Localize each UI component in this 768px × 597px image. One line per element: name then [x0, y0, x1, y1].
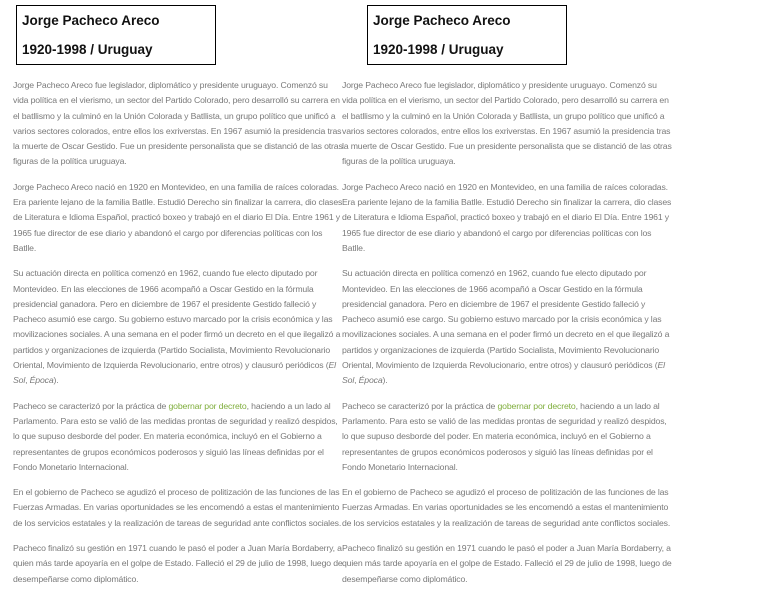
paragraph-1: Jorge Pacheco Areco fue legislador, diplomático y presidente uruguayo. Comenzó su vida política en el vierismo, un sector del Partido Colorado, pero desarrolló su carrera en el batllismo y la culminó en la Unión Colorada y Batllista, un grupo político que unificó a varios sectores colorados, entre ellos los exriverstas. En 1967 asumió la presidencia tras la muerte de Oscar Gestido. Fue un presidente personalista que se distanció de las otras figuras de la política uruguaya. [342, 80, 672, 167]
newspaper-epoca: Época [358, 375, 383, 386]
article-body [13, 78, 343, 597]
paragraph-3 [13, 266, 343, 388]
title-years: 1920-1998 / Uruguay [22, 42, 153, 57]
paragraph-3-sep: , [354, 375, 359, 386]
paragraph-3-end: ). [382, 375, 388, 386]
paragraph-6: Pacheco finalizó su gestión en 1971 cuando le pasó el poder a Juan María Bordaberry, a quien más tarde apoyaría en el golpe de Estado. Falleció el 29 de julio de 1998, luego de desempeñarse como diplomático. [13, 543, 343, 584]
paragraph-3-text: Su actuación directa en política comenzó en 1962, cuando fue electo diputado por Montevideo. En las elecciones de 1966 acompañó a Oscar Gestido en la fórmula presidencial ganadora. Pero en diciembre de 1967 el presidente Gestido falleció y Pacheco asumió ese cargo. Su gobierno estuvo marcado por la crisis económica y las movilizaciones sociales. A una semana en el poder firmó un decreto en el que ilegalizó a partidos y organizaciones de izquierda (Partido Socialista, Movimiento Revolucionario Oriental, Movimiento de Izquierda Revolucionario, entre otros) y clausuró periódicos ( [342, 268, 670, 371]
paragraph-5: En el gobierno de Pacheco se agudizó el proceso de politización de las funciones de las Fuerzas Armadas. En varias oportunidades se les encomendó a estas el mantenimiento de los servicios estatales y la realización de tareas de seguridad ante conflictos sociales. [342, 487, 671, 528]
paragraph-4 [13, 399, 343, 475]
paragraph-4-rest: , haciendo a un lado al Parlamento. Para esto se valió de las medidas prontas de seguridad y realizó despidos, lo que supuso desborde del poder. En materia económica, incluyó en el Gobierno a representantes de grupos económicos poderosos y siguió las líneas definidas por el Fondo Monetario Internacional. [13, 400, 338, 472]
paragraph-4-start: Pacheco se caracterizó por la práctica de [13, 400, 169, 411]
paragraph-2: Jorge Pacheco Areco nació en 1920 en Montevideo, en una familia de raíces coloradas. Era pariente lejano de la familia Batlle. Estudió Derecho sin finalizar la carrera, dio clases de Literatura e Idioma Español, practicó boxeo y trabajó en el diario El Día. Entre 1961 y 1965 fue director de ese diario y abandonó el cargo por diferencias políticas con los Batlle. [342, 181, 672, 253]
paragraph-3 [342, 266, 672, 388]
article-body [342, 78, 672, 597]
newspaper-epoca: Época [29, 375, 54, 386]
title-box [367, 5, 567, 65]
newspaper-el-sol: El Sol [342, 360, 665, 386]
paragraph-1: Jorge Pacheco Areco fue legislador, diplomático y presidente uruguayo. Comenzó su vida política en el vierismo, un sector del Partido Colorado, pero desarrolló su carrera en el batllismo y la culminó en la Unión Colorada y Batllista, un grupo político que unificó a varios sectores colorados, entre ellos los exriverstas. En 1967 asumió la presidencia tras la muerte de Oscar Gestido. Fue un presidente personalista que se distanció de las otras figuras de la política uruguaya. [13, 80, 343, 167]
paragraph-4-rest: , haciendo a un lado al Parlamento. Para esto se valió de las medidas prontas de seguridad y realizó despidos, lo que supuso desborde del poder. En materia económica, incluyó en el Gobierno a representantes de grupos económicos poderosos y siguió las líneas definidas por el Fondo Monetario Internacional. [342, 400, 667, 472]
link-gobernar-por-decreto[interactable]: gobernar por decreto [168, 400, 247, 411]
paragraph-3-end: ). [53, 375, 59, 386]
paragraph-2: Jorge Pacheco Areco nació en 1920 en Montevideo, en una familia de raíces coloradas. Era pariente lejano de la familia Batlle. Estudió Derecho sin finalizar la carrera, dio clases de Literatura e Idioma Español, practicó boxeo y trabajó en el diario El Día. Entre 1961 y 1965 fue director de ese diario y abandonó el cargo por diferencias políticas con los Batlle. [13, 181, 343, 253]
title-name: Jorge Pacheco Areco [22, 13, 160, 28]
paragraph-3-text: Su actuación directa en política comenzó en 1962, cuando fue electo diputado por Montevideo. En las elecciones de 1966 acompañó a Oscar Gestido en la fórmula presidencial ganadora. Pero en diciembre de 1967 el presidente Gestido falleció y Pacheco asumió ese cargo. Su gobierno estuvo marcado por la crisis económica y las movilizaciones sociales. A una semana en el poder firmó un decreto en el que ilegalizó a partidos y organizaciones de izquierda (Partido Socialista, Movimiento Revolucionario Oriental, Movimiento de Izquierda Revolucionario, entre otros) y clausuró periódicos ( [13, 268, 341, 371]
newspaper-el-sol: El Sol [13, 360, 336, 386]
paragraph-5: En el gobierno de Pacheco se agudizó el proceso de politización de las funciones de las Fuerzas Armadas. En varias oportunidades se les encomendó a estas el mantenimiento de los servicios estatales y la realización de tareas de seguridad ante conflictos sociales. [13, 487, 342, 528]
paragraph-4 [342, 399, 672, 475]
title-box [16, 5, 216, 65]
paragraph-6: Pacheco finalizó su gestión en 1971 cuando le pasó el poder a Juan María Bordaberry, a quien más tarde apoyaría en el golpe de Estado. Falleció el 29 de julio de 1998, luego de desempeñarse como diplomático. [342, 543, 672, 584]
title-name: Jorge Pacheco Areco [373, 13, 511, 28]
title-years: 1920-1998 / Uruguay [373, 42, 504, 57]
link-gobernar-por-decreto[interactable]: gobernar por decreto [497, 400, 576, 411]
paragraph-3-sep: , [25, 375, 30, 386]
paragraph-4-start: Pacheco se caracterizó por la práctica de [342, 400, 498, 411]
